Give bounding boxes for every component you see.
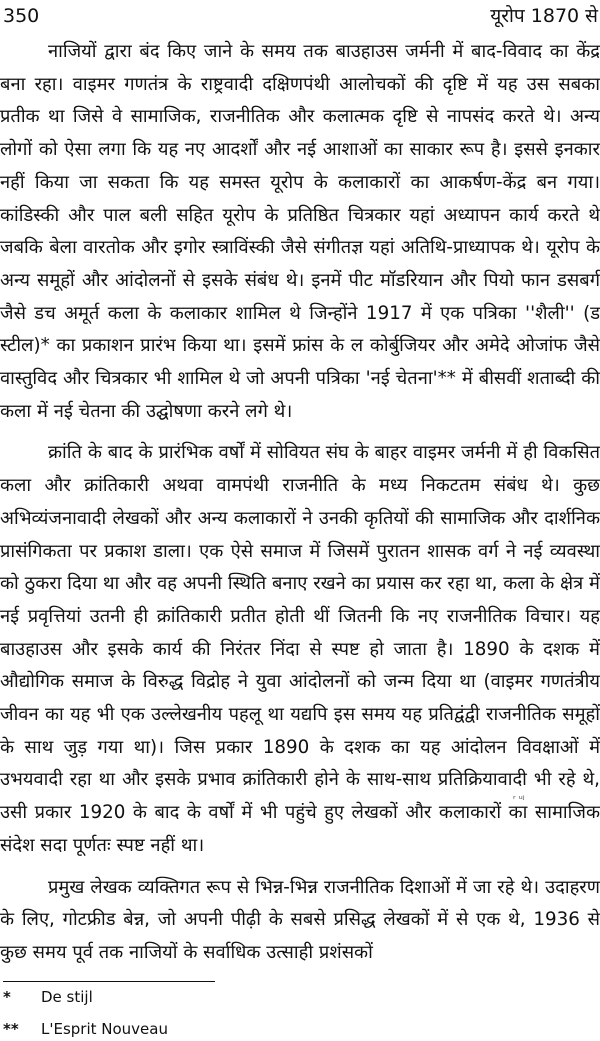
footnote-1 [3, 987, 93, 1007]
paragraph-3: प्रमुख लेखक व्यक्तिगत रूप से भिन्न-भिन्न राजनीतिक दिशाओं में जा रहे थे। उदाहरण के लिए, गोटफ्रीड बेन्न, जो अपनी पीढ़ी के सबसे प्रसिद्ध लेखकों में से एक थे, 1936 से कुछ समय पूर्व तक नाजियों के सर्वाधिक उत्साही प्रशंसकों [0, 876, 600, 963]
body-text [0, 36, 600, 970]
footnote-text: L'Esprit Nouveau [41, 1020, 168, 1038]
running-title: यूरोप 1870 से [490, 5, 598, 27]
footnote-2 [3, 1019, 168, 1039]
footnote-divider [3, 981, 215, 982]
paragraph-2: क्रांति के बाद के प्रारंभिक वर्षों में सोवियत संघ के बाहर वाइमर जर्मनी में ही विकसित कला और क्रांतिकारी अथवा वामपंथी राजनीति के मध्य निकटतम संबंध थे। कुछ अभिव्यंजनावादी लेखकों और अन्य कलाकारों ने उनकी कृतियों की सामाजिक और दार्शनिक प्रासंगिकता पर प्रकाश डाला। एक ऐसे समाज में जिसमें पुरातन शासक वर्ग ने नई व्यवस्था को ठुकरा दिया था और वह अपनी स्थिति बनाए रखने का प्रयास कर रहा था, कला के क्षेत्र में नई प्रवृत्तियां उतनी ही क्रांतिकारी प्रतीत होती थीं जितनी कि नए राजनीतिक विचार। यह बाउहाउस और इसके कार्य की निरंतर निंदा से स्पष्ट हो जाता है। 1890 के दशक में औद्योगिक समाज के विरुद्ध विद्रोह ने युवा आंदोलनों को जन्म दिया था (वाइमर गणतंत्रीय जीवन का यह भी एक उल्लेखनीय पहलू था यद्यपि इस समय यह प्रतिद्वंद्वी राजनीतिक समूहों के साथ जुड़ गया था)। जिस प्रकार 1890 के दशक का यह आंदोलन विवक्षाओं में उभयवादी रहा था और इसके प्रभाव क्रांतिकारी होने के साथ-साथ प्रतिक्रियावादी भी रहे थे, उसी प्रकार 1920 के बाद के वर्षों में भी पहुंचे हुए लेखकों और कलाकारों का सामाजिक संदेश सदा पूर्णतः स्पष्ट नहीं था। [0, 442, 600, 856]
footnote-marker: ** [3, 1020, 19, 1038]
scan-mark: ᵣ ᵤⱼ [513, 791, 525, 802]
footnote-marker: * [3, 988, 11, 1006]
footnote-text: De stijl [41, 988, 93, 1006]
page-header [0, 4, 598, 34]
page-number: 350 [3, 5, 40, 27]
paragraph-1: नाजियों द्वारा बंद किए जाने के समय तक बाउहाउस जर्मनी में बाद-विवाद का केंद्र बना रहा। वाइमर गणतंत्र के राष्ट्रवादी दक्षिणपंथी आलोचकों की दृष्टि में यह उस सबका प्रतीक था जिसे वे सामाजिक, राजनीतिक और कलात्मक दृष्टि से नापसंद करते थे। अन्य लोगों को ऐसा लगा कि यह नए आदर्शों और नई आशाओं का साकार रूप है। इससे इनकार नहीं किया जा सकता कि यह समस्त यूरोप के कलाकारों का आकर्षण-केंद्र बन गया। कांडिस्की और पाल बली सहित यूरोप के प्रतिष्ठित चित्रकार यहां अध्यापन कार्य करते थे जबकि बेला वारतोक और इगोर स्त्राविंस्की जैसे संगीतज्ञ यहां अतिथि-प्राध्यापक थे। यूरोप के अन्य समूहों और आंदोलनों से इसके संबंध थे। इनमें पीट मॉडरियान और पियो फान डसबर्ग जैसे डच अमूर्त कला के कलाकार शामिल थे जिन्होंने 1917 में एक पत्रिका ''शैली'' (ड स्टील)* का प्रकाशन प्रारंभ किया था। इसमें फ्रांस के ल कोर्बुजियर और अमेदे ओजांफ जैसे वास्तुविद और चित्रकार भी शामिल थे जो अपनी पत्रिका 'नई चेतना'** में बीसवीं शताब्दी की कला में नई चेतना की उद्घोषणा करने लगे थे। [0, 41, 600, 422]
